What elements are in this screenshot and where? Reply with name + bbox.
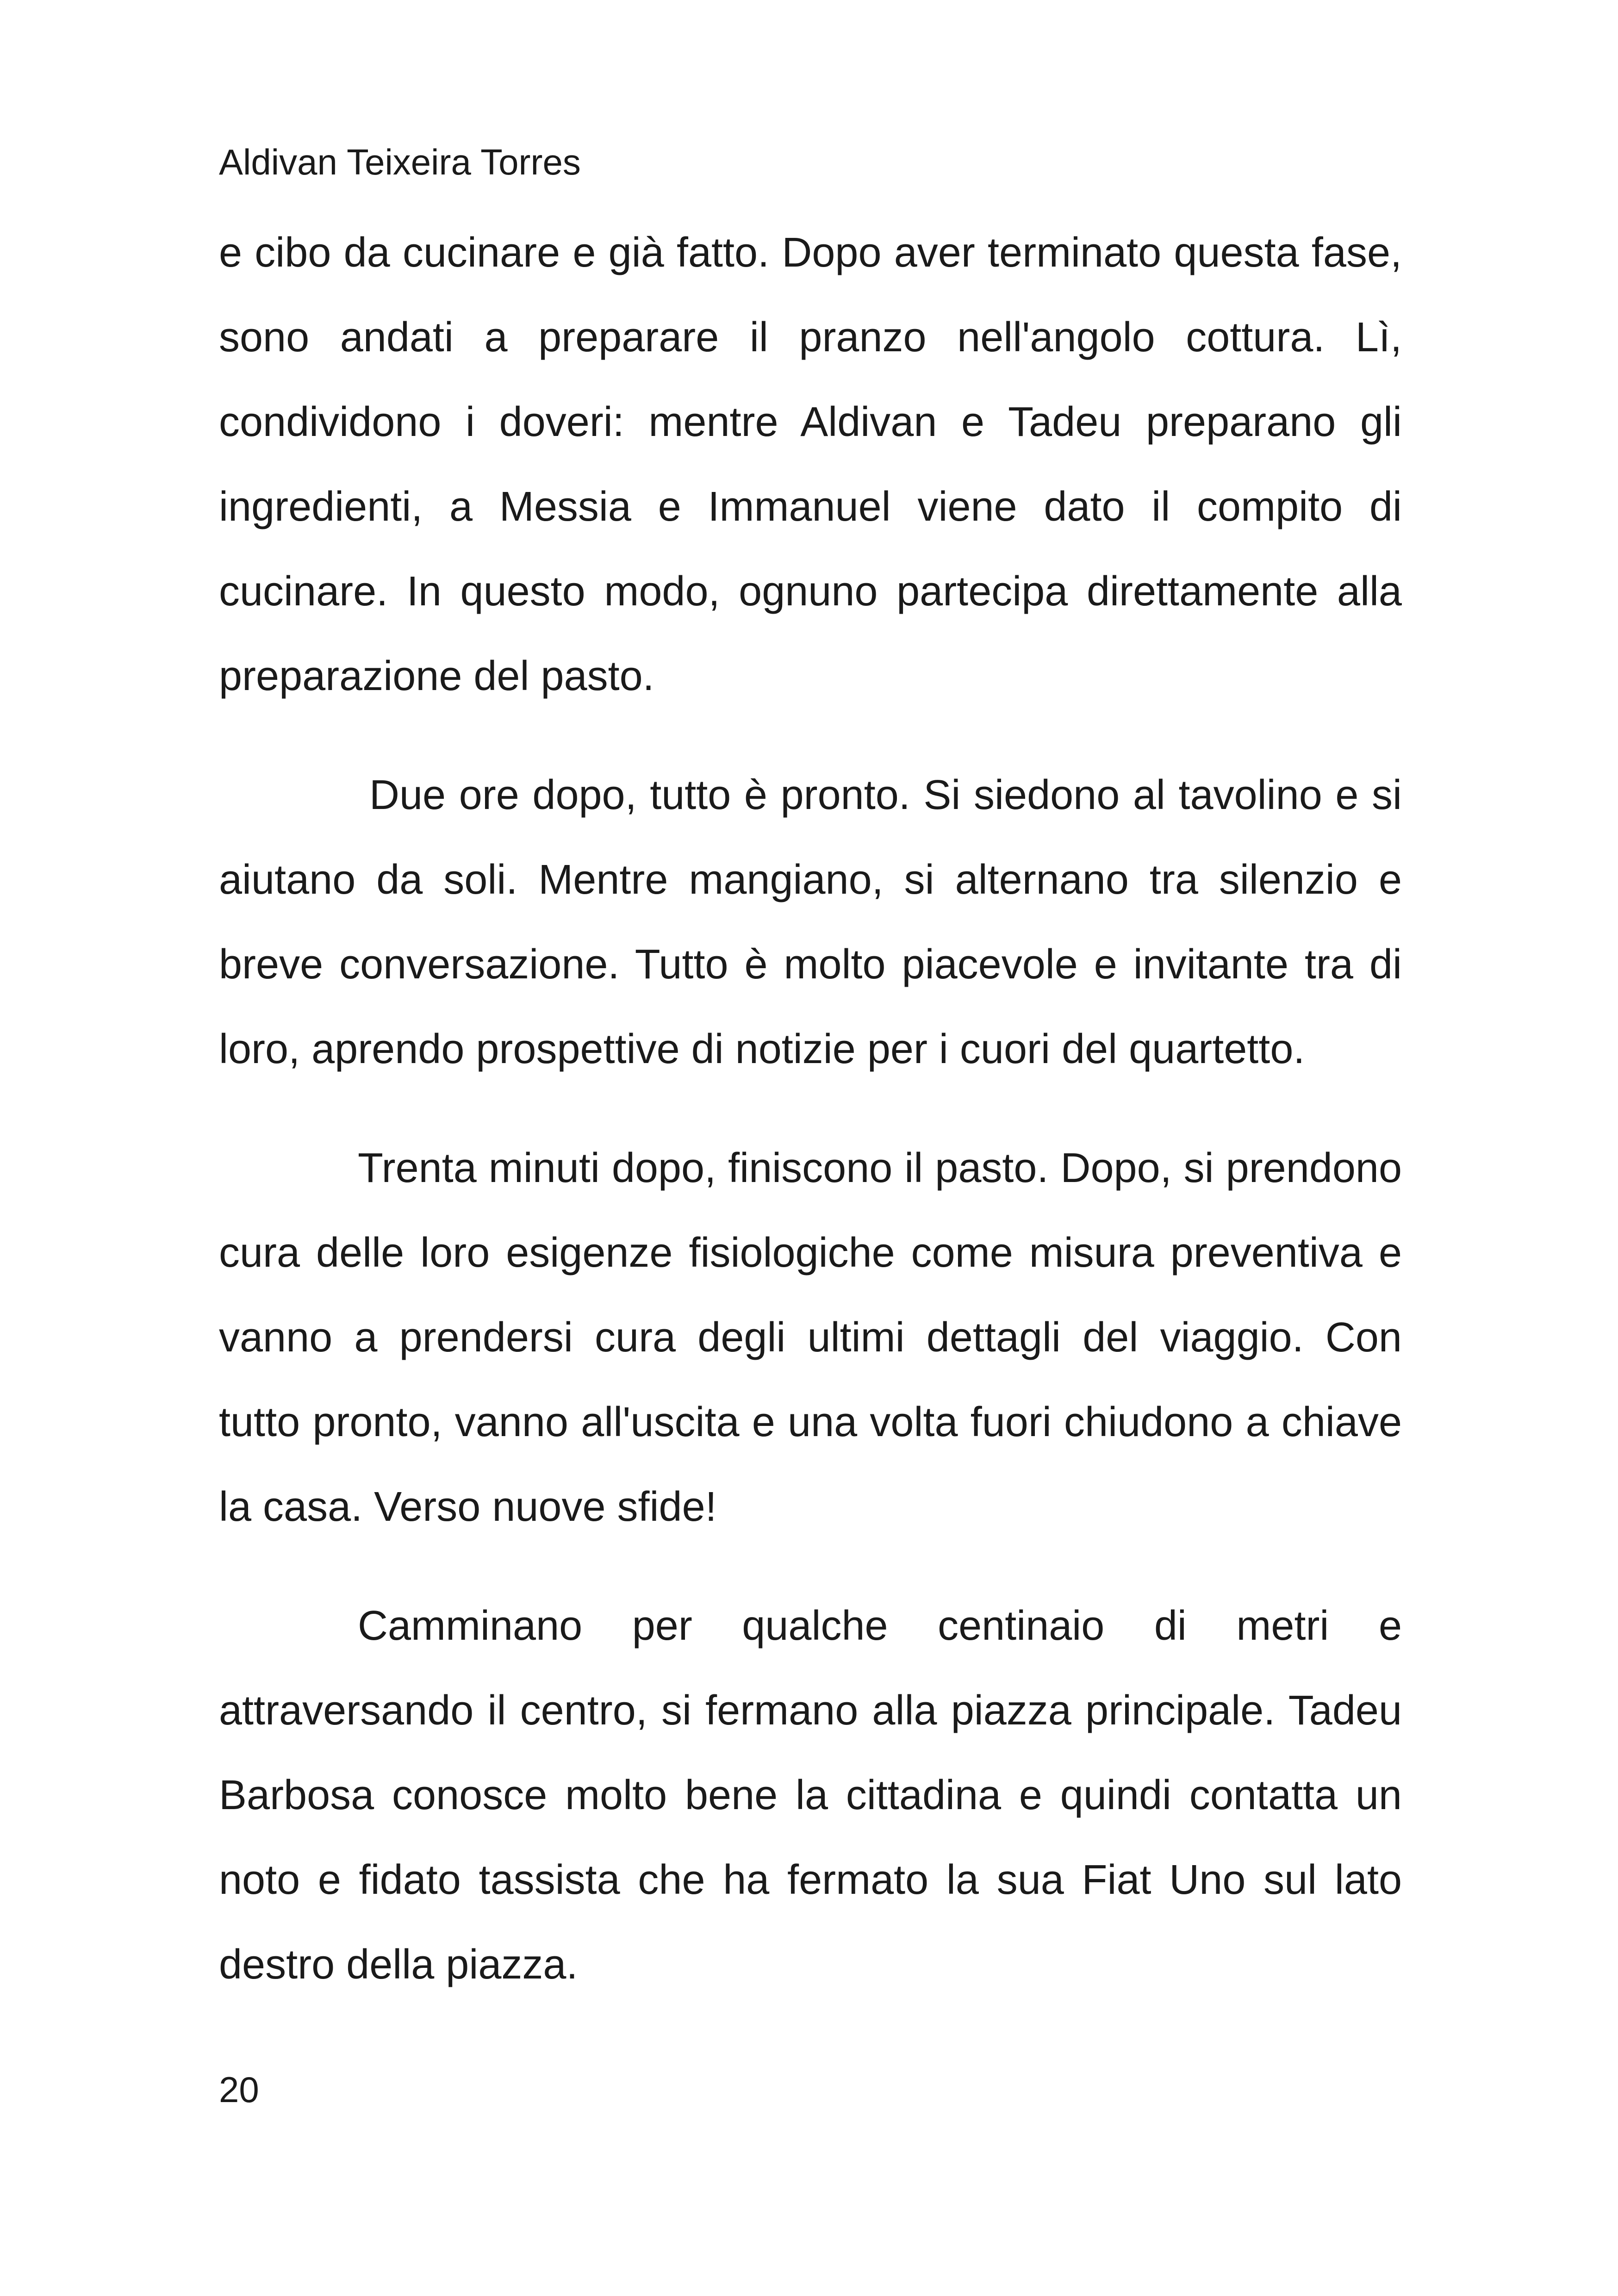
page-number: 20 (219, 2069, 259, 2110)
paragraph: Trenta minuti dopo, finiscono il pasto. Dopo, si prendono cura delle loro esigenze fisiologiche come misura preventiva e vanno a prendersi cura degli ultimi dettagli del viaggio. Con tutto pronto, vanno all'uscita e una volta fuori chiudono a chiave la casa. Verso nuove sfide! (219, 1145, 1402, 1530)
paragraph: Camminano per qualche centinaio di metri e attraversando il centro, si fermano alla piazza principale. Tadeu Barbosa conosce molto bene la cittadina e quindi contatta un noto e fidato tassista che ha fermato la sua Fiat Uno sul lato destro della piazza. (219, 1603, 1402, 1988)
paragraph: e cibo da cucinare e già fatto. Dopo aver terminato questa fase, sono andati a preparare il pranzo nell'angolo cottura. Lì, condividono i doveri: mentre Aldivan e Tadeu preparano gli ingredienti, a Messia e Immanuel viene dato il compito di cucinare. In questo modo, ognuno partecipa direttamente alla preparazione del pasto. (219, 230, 1402, 699)
running-header-author: Aldivan Teixeira Torres (219, 142, 581, 182)
body-text (219, 211, 1402, 2007)
paragraph: Due ore dopo, tutto è pronto. Si siedono al tavolino e si aiutano da soli. Mentre mangiano, si alternano tra silenzio e breve conversazione. Tutto è molto piacevole e invitante tra di loro, aprendo prospettive di notizie per i cuori del quartetto. (219, 772, 1402, 1072)
